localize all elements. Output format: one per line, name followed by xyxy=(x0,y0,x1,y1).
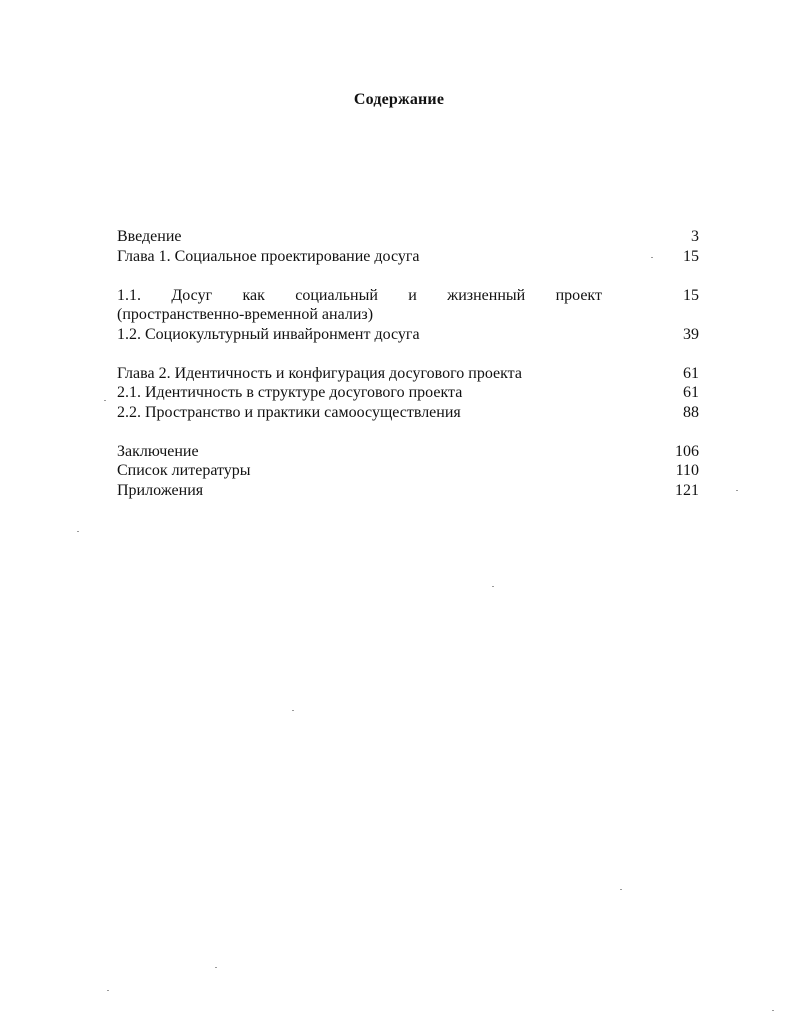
toc-spacer xyxy=(117,422,699,442)
toc-word: Досуг xyxy=(171,286,213,304)
toc-word: социальный xyxy=(295,286,378,304)
toc-label: 1.2. Социокультурный инвайронмент досуга xyxy=(117,325,420,343)
toc-label: Глава 2. Идентичность и конфигурация досугового проекта xyxy=(117,364,522,382)
toc-spacer xyxy=(117,266,699,286)
toc-word: проект xyxy=(555,286,602,304)
scan-speck xyxy=(215,967,217,968)
toc-page-number: 3 xyxy=(691,228,699,245)
table-of-contents xyxy=(117,227,699,500)
toc-entry-chapter-2 xyxy=(117,364,699,384)
toc-page-number: 39 xyxy=(683,325,699,343)
toc-entry-section-1-1 xyxy=(117,286,699,306)
toc-label: Введение xyxy=(117,228,182,245)
scan-speck xyxy=(492,586,494,587)
toc-page-number: 61 xyxy=(683,384,699,401)
toc-label: 2.2. Пространство и практики самоосуществления xyxy=(117,403,461,421)
toc-label: Глава 1. Социальное проектирование досуга xyxy=(117,247,420,265)
toc-label: Приложения xyxy=(117,481,204,499)
toc-page-number: 106 xyxy=(675,442,699,460)
toc-word: как xyxy=(242,286,265,304)
toc-entry-section-1-2 xyxy=(117,325,699,345)
toc-page-number: 61 xyxy=(683,364,699,382)
scan-speck xyxy=(651,257,653,258)
scan-speck xyxy=(292,710,294,711)
toc-label: Заключение xyxy=(117,442,199,460)
toc-label: Список литературы xyxy=(117,462,251,479)
toc-label: 2.1. Идентичность в структуре досугового проекта xyxy=(117,384,463,401)
toc-entry-section-2-2 xyxy=(117,403,699,423)
toc-word: 1.1. xyxy=(117,286,141,304)
toc-label-justified xyxy=(117,286,602,306)
toc-label-continuation: (пространственно-временной анализ) xyxy=(117,306,374,323)
toc-entry-section-2-1 xyxy=(117,383,699,403)
scan-speck xyxy=(104,400,106,401)
toc-page-number: 15 xyxy=(683,247,699,265)
toc-entry-chapter-1 xyxy=(117,247,699,267)
toc-page-number: 110 xyxy=(675,462,699,479)
scan-speck xyxy=(620,889,622,890)
toc-entry-bibliography xyxy=(117,461,699,481)
scan-speck xyxy=(772,1010,774,1011)
scan-speck xyxy=(77,531,79,532)
toc-entry-intro xyxy=(117,227,699,247)
toc-entry-appendix xyxy=(117,481,699,501)
scan-speck xyxy=(107,990,109,991)
scan-speck xyxy=(736,490,738,491)
page-title: Содержание xyxy=(353,91,445,108)
toc-page-number: 15 xyxy=(683,286,699,304)
toc-word: и xyxy=(408,286,417,304)
toc-entry-conclusion xyxy=(117,442,699,462)
toc-word: жизненный xyxy=(447,286,526,304)
toc-page-number: 121 xyxy=(675,481,699,499)
toc-page-number: 88 xyxy=(683,403,699,421)
toc-spacer xyxy=(117,344,699,364)
